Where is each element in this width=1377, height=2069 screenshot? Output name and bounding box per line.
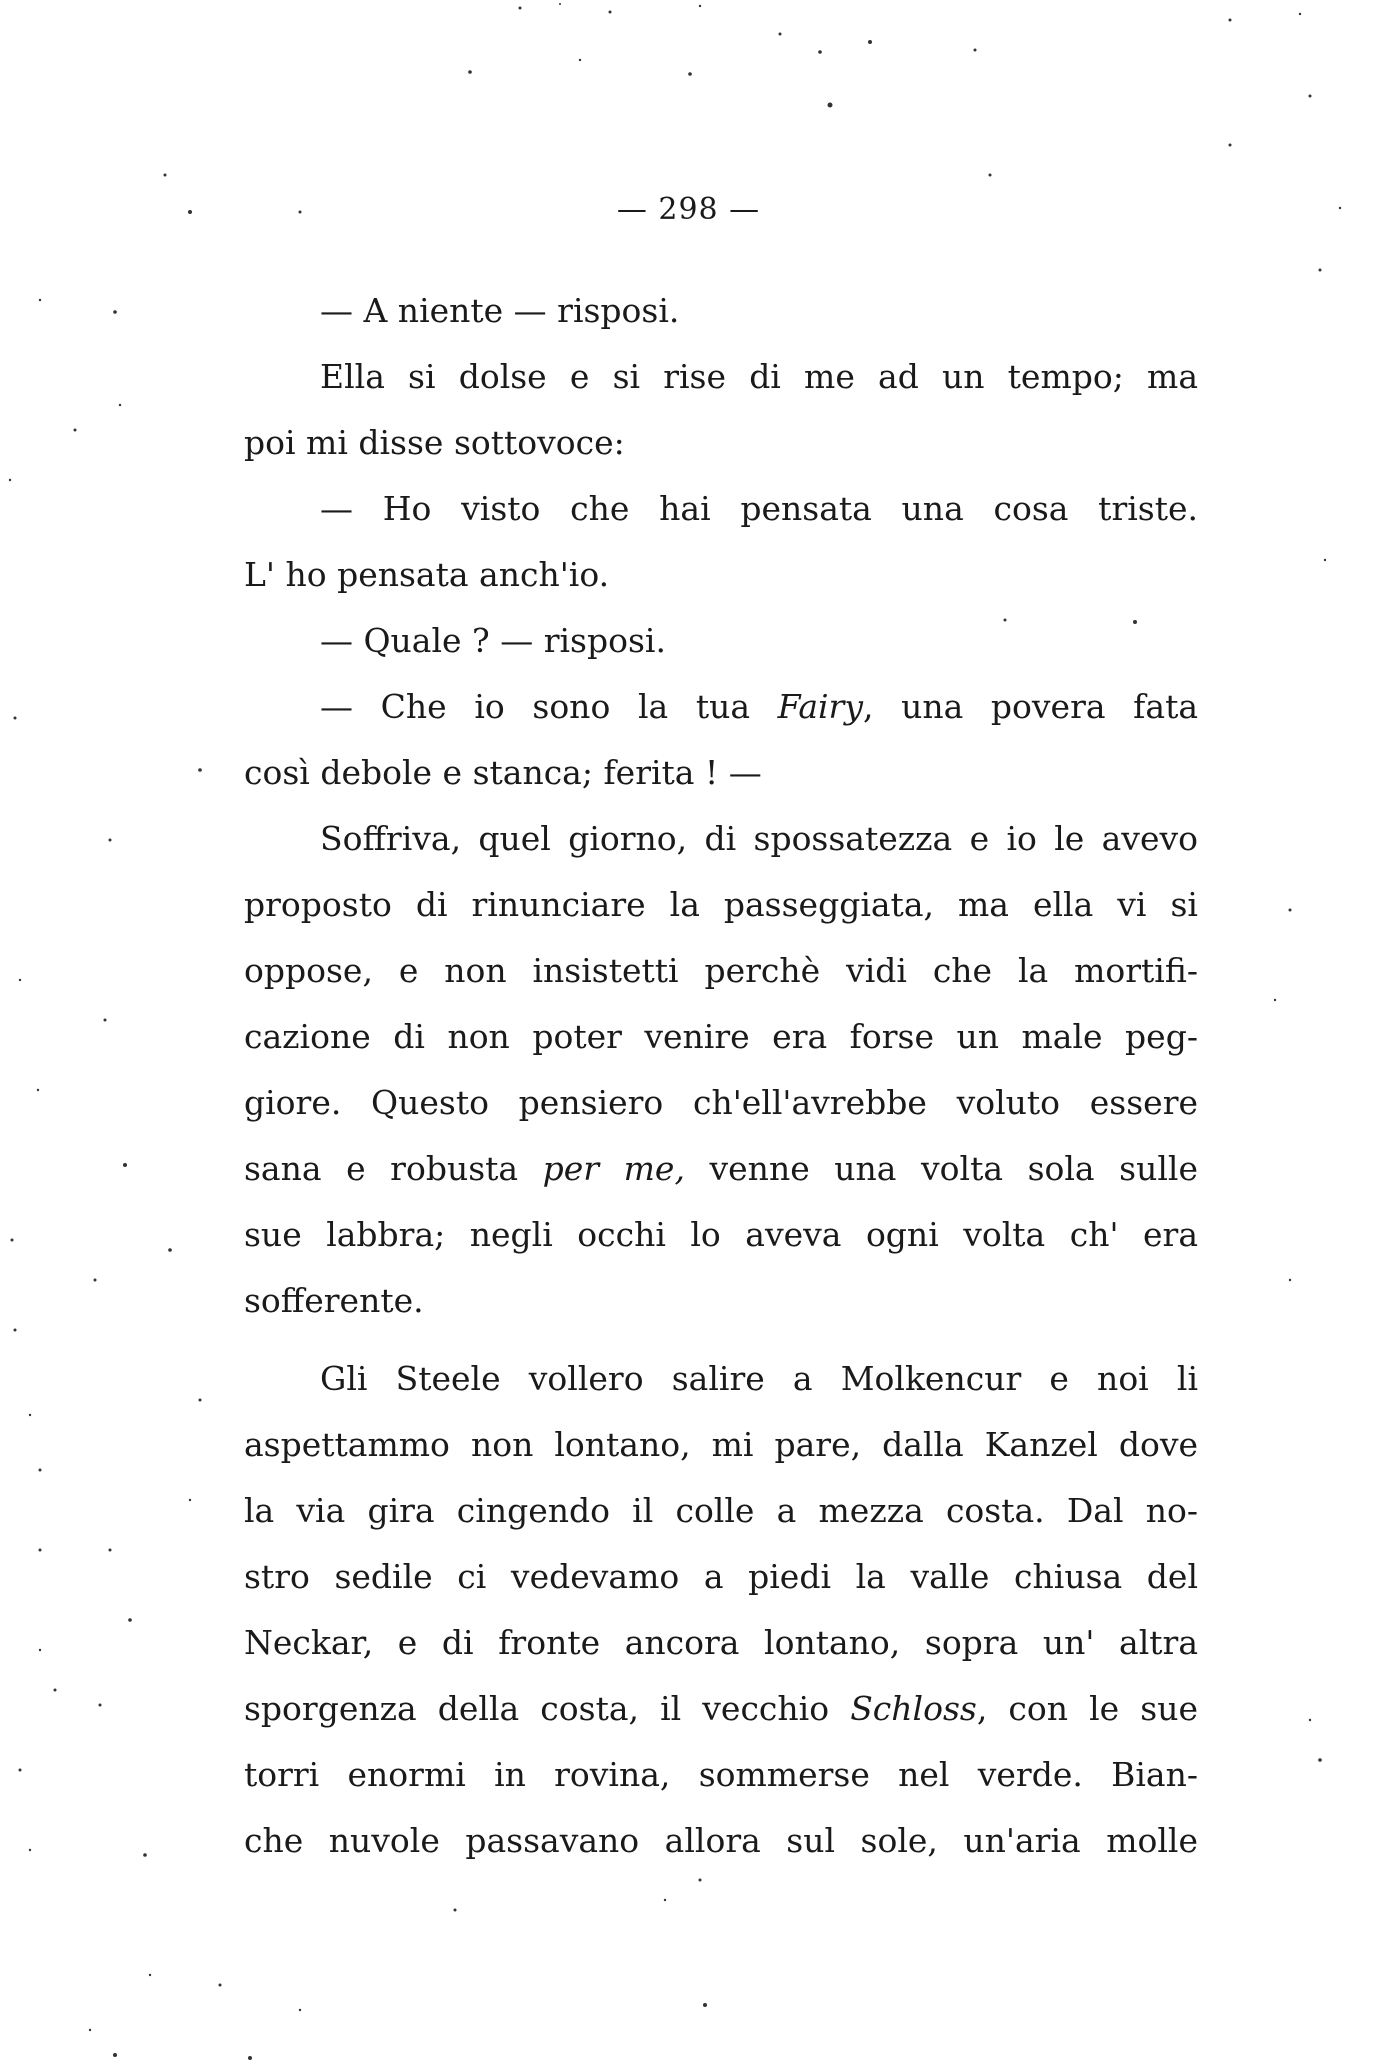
text-line: stro sedile ci vedevamo a piedi la valle chiusa del [244, 1557, 1198, 1596]
text-line: proposto di rinunciare la passeggiata, ma ella vi si [244, 885, 1198, 924]
page-number: — 298 — [616, 192, 761, 227]
text-line: — A niente — risposi. [320, 291, 680, 330]
text-line: Neckar, e di fronte ancora lontano, sopra un' altra [244, 1623, 1198, 1662]
text-line: poi mi disse sottovoce: [244, 423, 625, 462]
text-line: che nuvole passavano allora sul sole, un'aria molle [244, 1821, 1198, 1860]
text-line: oppose, e non insistetti perchè vidi che la mortifi- [244, 951, 1198, 990]
text-line: sporgenza della costa, il vecchio Schloss, con le sue [244, 1689, 1198, 1728]
text-line: la via gira cingendo il colle a mezza costa. Dal no- [244, 1491, 1198, 1530]
text-line: — Che io sono la tua Fairy, una povera fata [320, 687, 1199, 726]
text-line: sofferente. [244, 1281, 424, 1320]
italic-word: Schloss [850, 1689, 977, 1728]
text-line: torri enormi in rovina, sommerse nel verde. Bian- [244, 1755, 1198, 1794]
text-line: aspettammo non lontano, mi pare, dalla Kanzel dove [244, 1425, 1198, 1464]
text-line: — Quale ? — risposi. [320, 621, 666, 660]
text-line: così debole e stanca; ferita ! — [244, 753, 762, 792]
text-line: giore. Questo pensiero ch'ell'avrebbe voluto essere [244, 1083, 1198, 1122]
text-line: Ella si dolse e si rise di me ad un tempo; ma [320, 357, 1198, 396]
text-line: Gli Steele vollero salire a Molkencur e noi li [320, 1359, 1198, 1398]
body-text [244, 278, 1198, 1874]
italic-word: per me, [542, 1149, 685, 1188]
italic-word: Fairy [777, 687, 863, 726]
text-line: L' ho pensata anch'io. [244, 555, 610, 594]
text-line: sana e robusta per me, venne una volta sola sulle [244, 1149, 1198, 1188]
text-line: — Ho visto che hai pensata una cosa triste. [320, 489, 1198, 528]
text-line: Soffriva, quel giorno, di spossatezza e io le avevo [320, 819, 1198, 858]
text-line: cazione di non poter venire era forse un male peg- [244, 1017, 1198, 1056]
text-line: sue labbra; negli occhi lo aveva ogni volta ch' era [244, 1215, 1198, 1254]
